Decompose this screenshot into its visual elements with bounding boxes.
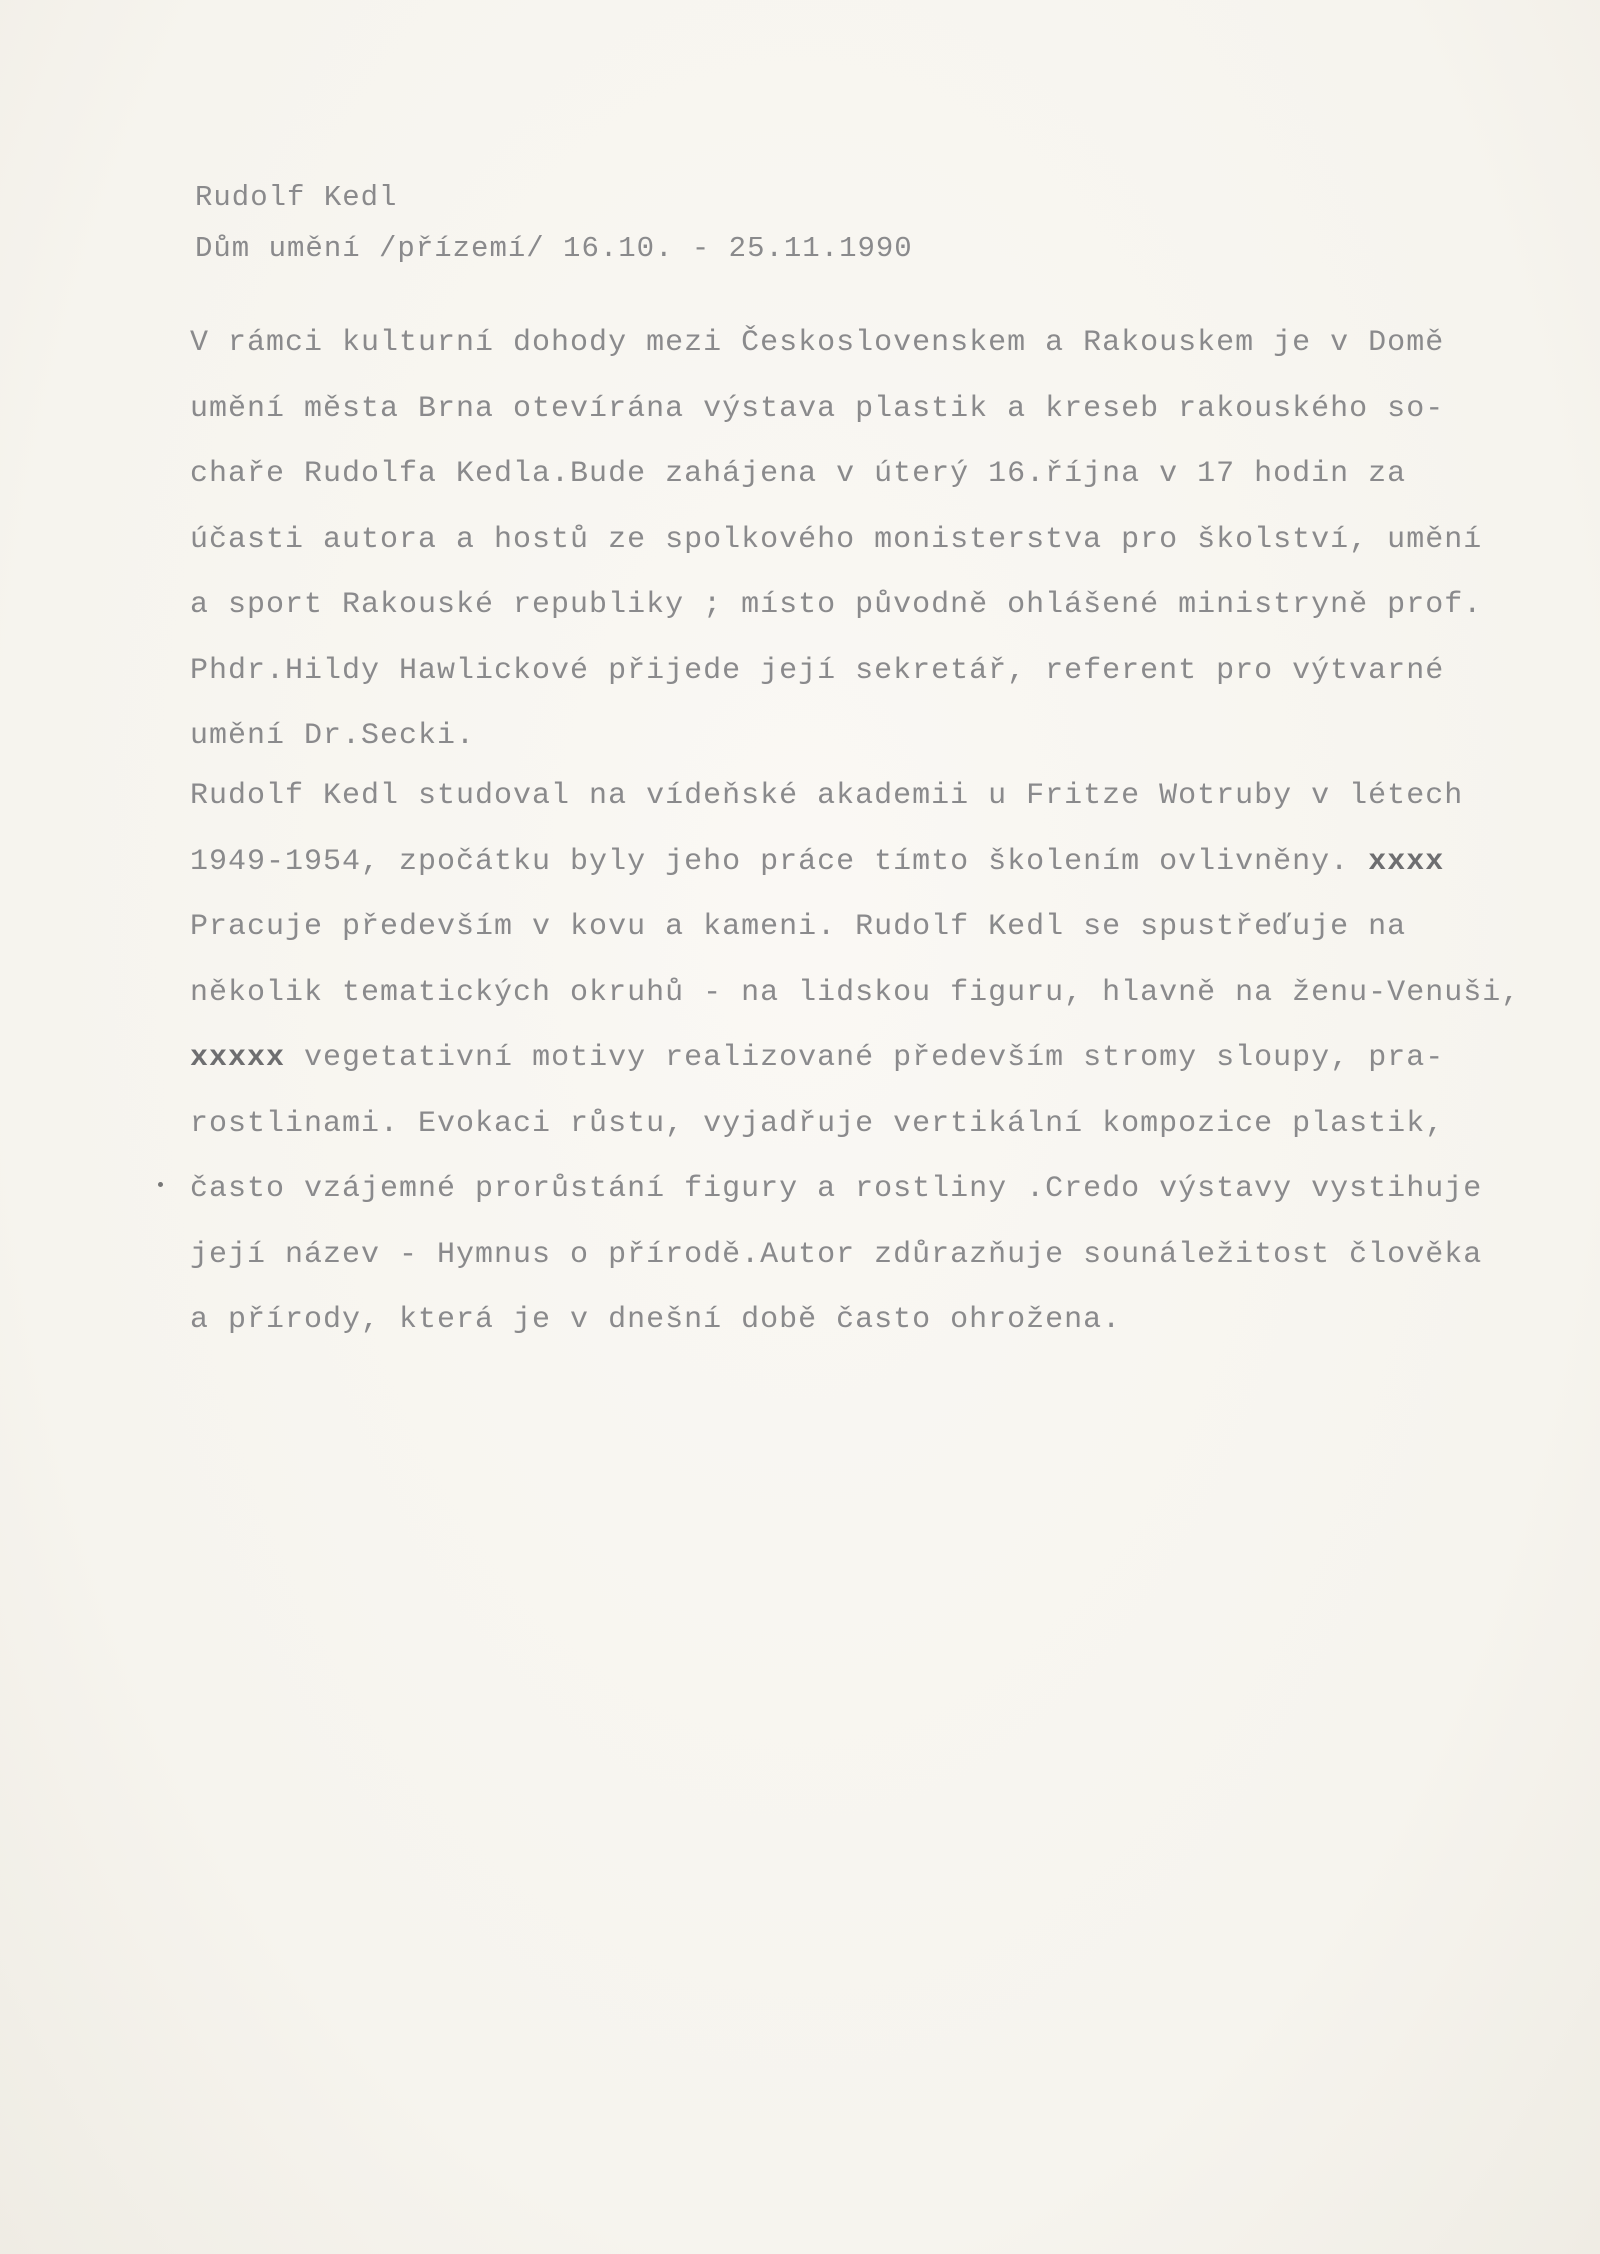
struck-out-word: xxxx — [1368, 844, 1445, 879]
text-line: Phdr.Hildy Hawlickové přijede její sekretář, referent pro výtvarné — [190, 653, 1445, 688]
text-line: a sport Rakouské republiky ; místo původně ohlášené ministryně prof. — [190, 588, 1483, 622]
text-segment: 1949-1954, zpočátku byly jeho práce tímto školením ovlivněny. — [190, 844, 1350, 879]
text-line: umění Dr.Secki. — [190, 719, 476, 753]
text-line: umění města Brna otevírána výstava plastik a kreseb rakouského so- — [190, 391, 1445, 426]
text-line: rostlinami. Evokaci růstu, vyjadřuje vertikální kompozice plastik, — [190, 1106, 1445, 1141]
text-line: její název - Hymnus o přírodě.Autor zdůrazňuje sounáležitost člověka — [190, 1237, 1483, 1272]
text-line: Rudolf Kedl studoval na vídeňské akademii u Fritze Wotruby v létech — [190, 779, 1464, 813]
artist-name: Rudolf Kedl — [195, 181, 398, 214]
margin-dot-mark — [158, 1182, 163, 1187]
text-line: chaře Rudolfa Kedla.Bude zahájena v úterý 16.října v 17 hodin za — [190, 457, 1407, 491]
text-line: účasti autora a hostů ze spolkového monisterstva pro školství, umění — [190, 522, 1483, 557]
document-header — [195, 172, 913, 274]
text-line: V rámci kulturní dohody mezi Československem a Rakouskem je v Domě — [190, 326, 1445, 360]
text-line — [190, 830, 1570, 896]
text-segment: vegetativní motivy realizované především stromy sloupy, pra- — [304, 1041, 1445, 1075]
struck-out-word: xxxxx — [190, 1041, 286, 1075]
text-line: často vzájemné prorůstání figury a rostliny .Credo výstavy vystihuje — [190, 1172, 1483, 1206]
text-line: několik tematických okruhů - na lidskou figuru, hlavně na ženu-Venuši, — [190, 975, 1521, 1010]
paragraph-1 — [190, 311, 1570, 770]
text-line — [190, 1026, 1570, 1092]
text-line: Pracuje především v kovu a kameni. Rudolf Kedl se spustřeďuje na — [190, 910, 1407, 944]
paragraph-2 — [190, 764, 1570, 1354]
text-line: a přírody, která je v dnešní době často ohrožena. — [190, 1303, 1122, 1337]
exhibition-venue-dates: Dům umění /přízemí/ 16.10. - 25.11.1990 — [195, 232, 913, 265]
